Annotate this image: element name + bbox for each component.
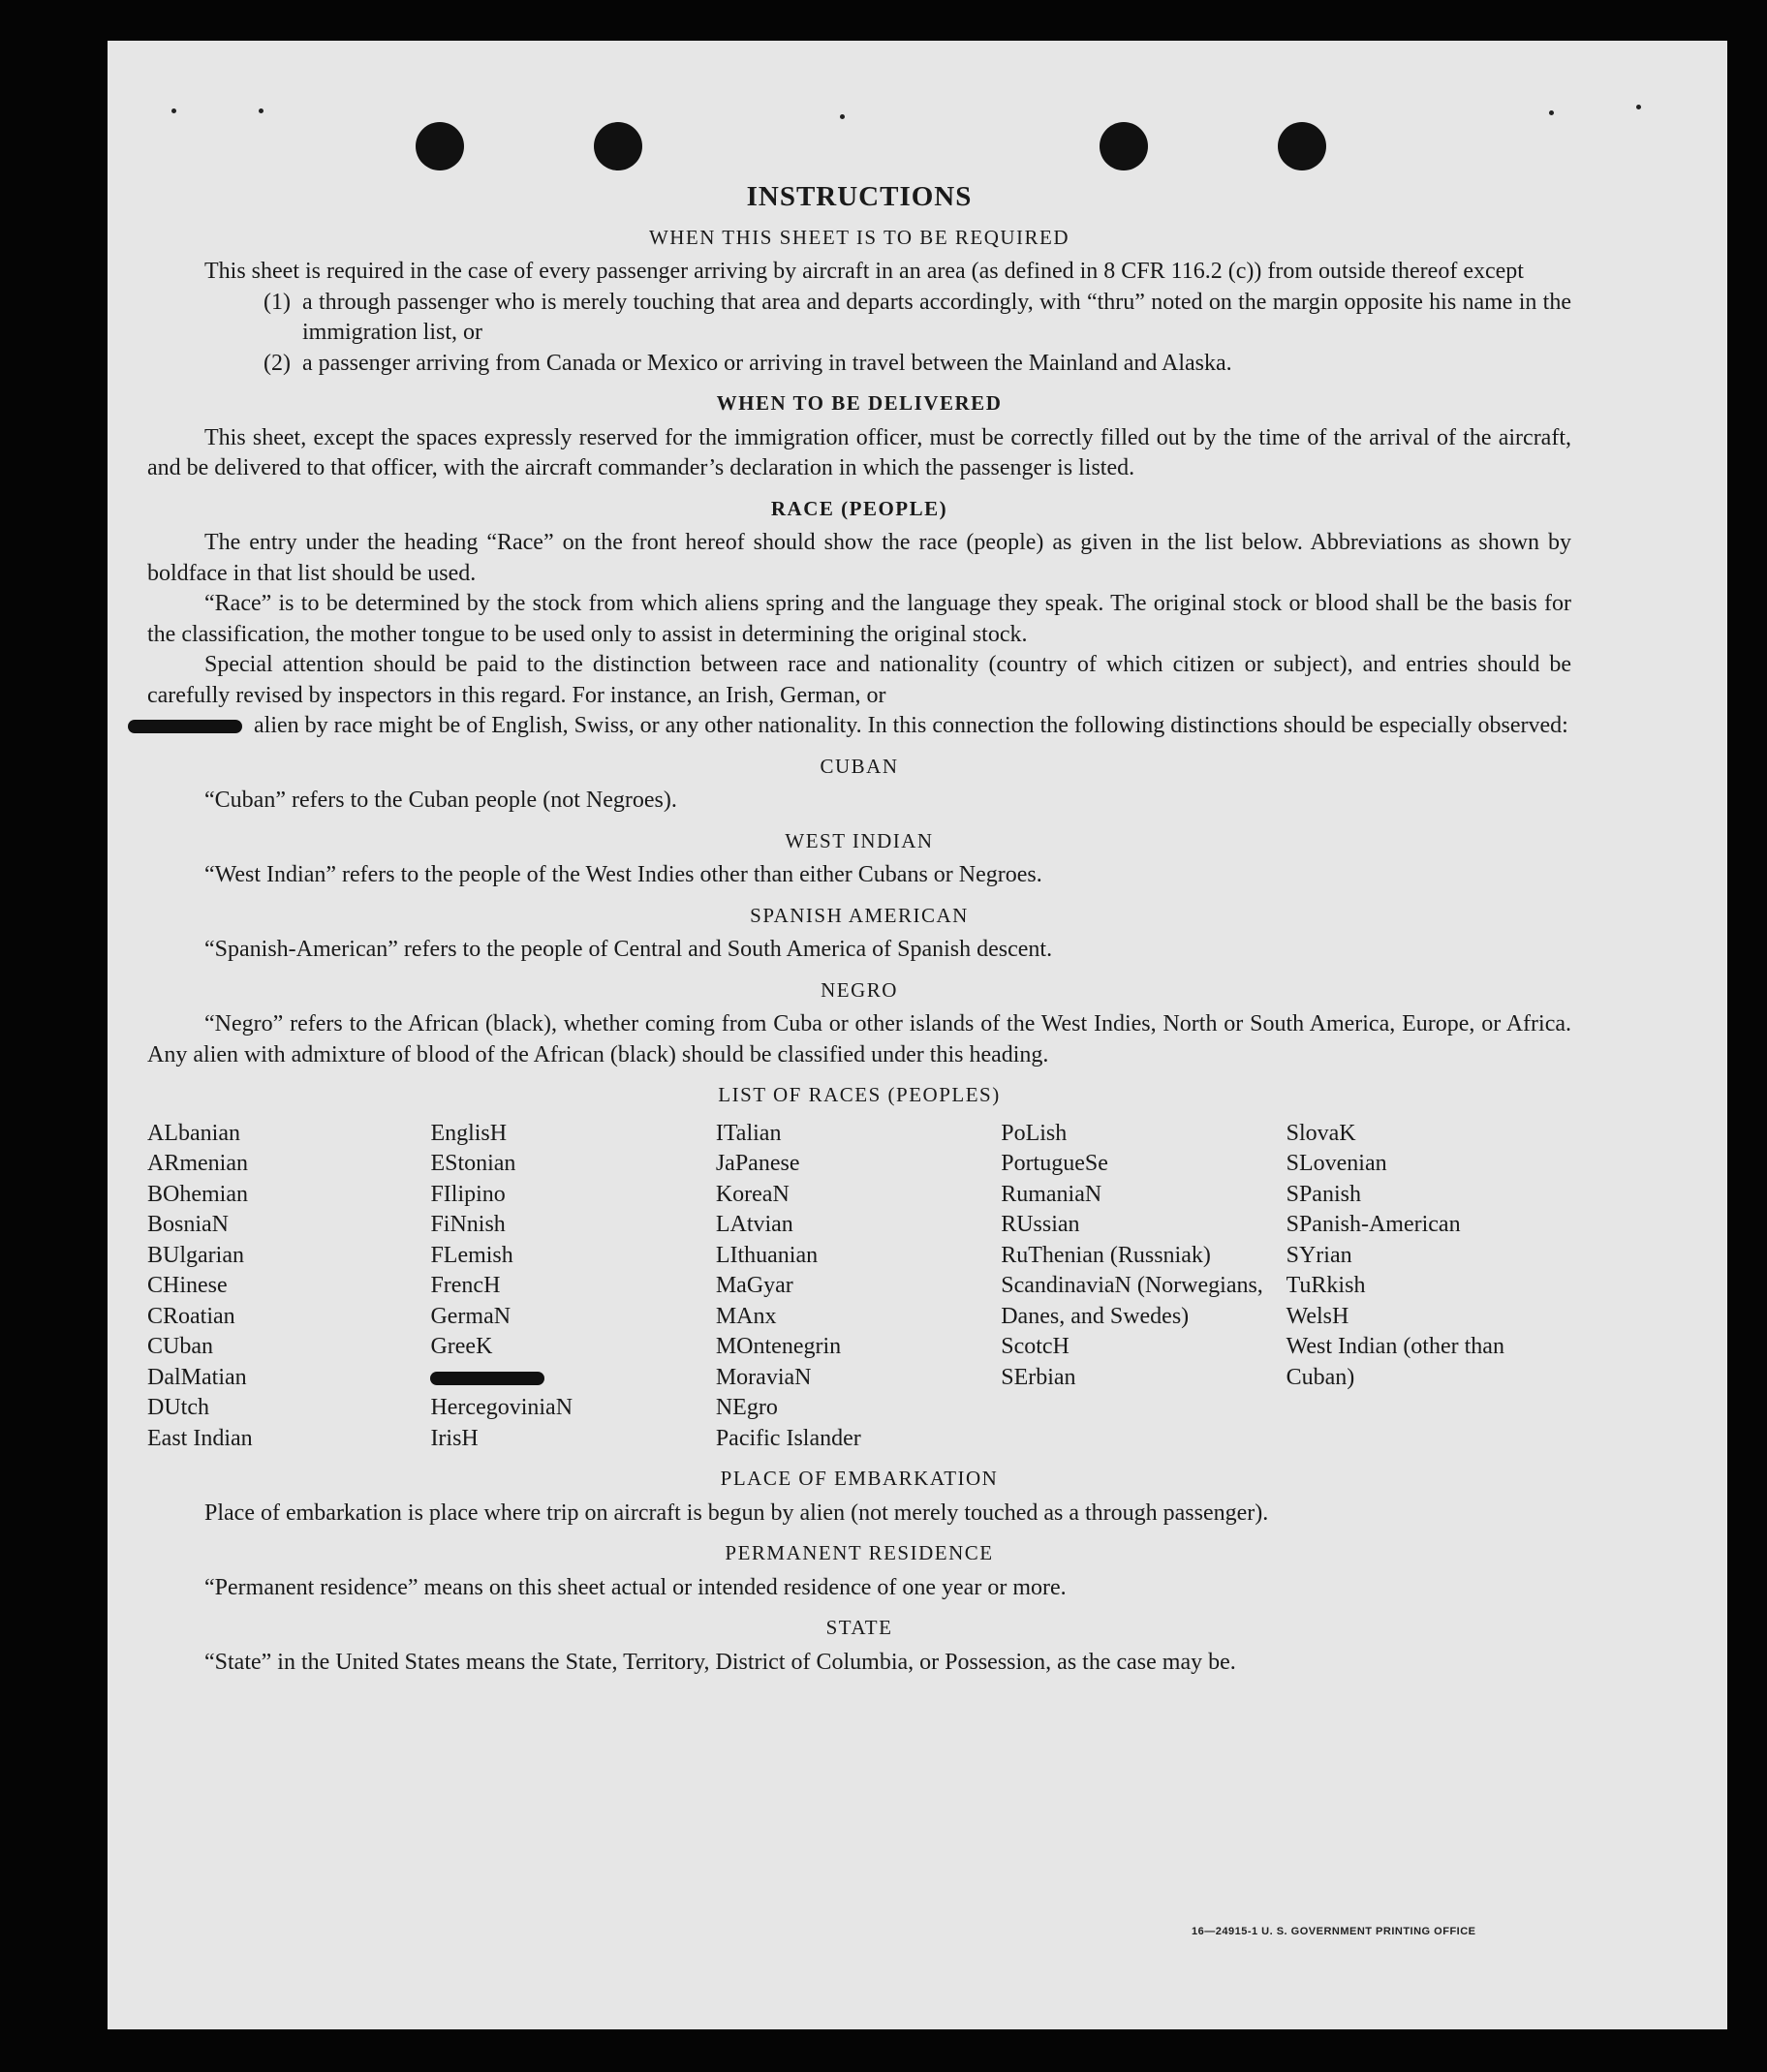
page-speck [259,108,264,113]
clause-text: a through passenger who is merely touching that area and departs accordingly, with “thru” noted on the margin opposite his name in the immigration list, or [302,289,1571,345]
race-item: SYrian [1286,1242,1352,1268]
state-text: “State” in the United States means the State, Territory, District of Columbia, or Possession, as the case may be. [204,1649,1236,1675]
section-heading-west-indian: WEST INDIAN [785,828,934,852]
race-item: Pacific Islander [715,1425,861,1451]
section-heading-state: STATE [825,1616,893,1639]
clause-number: (2) [264,350,291,376]
race-item: CRoatian [147,1303,235,1329]
race-item: CUban [147,1334,213,1359]
race-item: SLovenian [1286,1151,1387,1176]
race-item: BUlgarian [147,1242,244,1268]
embarkation-text: Place of embarkation is place where trip on aircraft is begun by alien (not merely touched as a through passenger). [204,1500,1269,1526]
required-intro: This sheet is required in the case of every passenger arriving by aircraft in an area (as defined in 8 CFR 116.2 (c)) from outside thereof except [204,259,1524,284]
clause-text: a passenger arriving from Canada or Mexico or arriving in travel between the Mainland and Alaska. [302,350,1232,376]
race-item: JaPanese [715,1151,800,1176]
race-item: PoLish [1001,1120,1068,1146]
required-clause [147,288,1571,349]
instructions-content [147,163,1571,1678]
section-heading-cuban: CUBAN [820,754,899,778]
race-paragraph [147,650,1571,742]
delivered-text: This sheet, except the spaces expressly reserved for the immigration officer, must be correctly filled out by the time of the arrival of the aircraft, and be delivered to that officer, with the aircraft commander’s declaration in which the passenger is listed. [147,424,1571,480]
race-item: PortugueSe [1001,1151,1108,1176]
race-paragraph: “Race” is to be determined by the stock from which aliens spring and the language they speak. The original stock or blood shall be the basis for the classification, the mother tongue to be used only to assist in determining the original stock. [147,591,1571,647]
race-item: FIlipino [430,1181,506,1207]
page-speck [1636,105,1641,109]
redaction-mark [430,1372,544,1385]
race-item: WelsH [1286,1303,1349,1329]
redaction-mark [128,720,242,733]
race-item: MAnx [715,1303,777,1329]
race-item: SPanish [1286,1181,1361,1207]
race-item: EnglisH [430,1120,508,1146]
printer-imprint: 16—24915-1 U. S. GOVERNMENT PRINTING OFFICE [1192,1926,1476,1937]
race-item: NEgro [715,1395,778,1420]
race-column [1001,1119,1286,1455]
race-item: SlovaK [1286,1120,1356,1146]
race-item: FiNnish [430,1212,506,1237]
race-column [147,1119,430,1455]
race-column [430,1119,715,1455]
race-item: BosniaN [147,1212,229,1237]
race-item: RumaniaN [1001,1181,1102,1207]
race-item: EStonian [430,1151,516,1176]
required-clause [147,349,1571,380]
spanish-american-text: “Spanish-American” refers to the people of Central and South America of Spanish descent. [204,937,1053,962]
page-title: INSTRUCTIONS [746,181,973,212]
section-heading-residence: PERMANENT RESIDENCE [725,1541,994,1564]
race-item: GermaN [430,1303,512,1329]
race-item: ScandinaviaN (Norwegians, Danes, and Swedes) [1001,1273,1263,1329]
section-heading-negro: NEGRO [821,977,898,1002]
section-heading-embarkation: PLACE OF EMBARKATION [720,1467,999,1490]
race-item: FrencH [430,1273,501,1298]
page-speck [1549,110,1554,115]
race-item: GreeK [430,1334,493,1359]
race-item: IrisH [430,1425,479,1451]
race-item: FLemish [430,1242,513,1268]
west-indian-text: “West Indian” refers to the people of the West Indies other than either Cubans or Negroes. [204,862,1042,887]
race-item: SErbian [1001,1364,1076,1390]
race-item: CHinese [147,1273,228,1298]
residence-text: “Permanent residence” means on this sheet actual or intended residence of one year or more. [204,1574,1067,1600]
race-item: MoraviaN [715,1364,812,1390]
race-item: ITalian [715,1120,782,1146]
section-heading-delivered: WHEN TO BE DELIVERED [716,391,1003,415]
race-item: DUtch [147,1395,209,1420]
page-speck [171,108,176,113]
race-item: BOhemian [147,1181,248,1207]
race-item: LAtvian [715,1212,793,1237]
race-item: LIthuanian [715,1242,819,1268]
race-item-redacted [430,1363,715,1394]
race-paragraph-part: alien by race might be of English, Swiss, or any other nationality. In this connection the following distinctions should be especially observed: [254,713,1568,738]
clause-number: (1) [264,289,291,315]
negro-text: “Negro” refers to the African (black), whether coming from Cuba or other islands of the West Indies, North or South America, Europe, or Africa. Any alien with admixture of blood of the African (black) should be classified under this heading. [147,1011,1571,1067]
section-heading-list: LIST OF RACES (PEOPLES) [718,1083,1001,1106]
race-item: RUssian [1001,1212,1080,1237]
page-speck [840,114,845,119]
race-paragraph: The entry under the heading “Race” on the front hereof should show the race (people) as given in the list below. Abbreviations as shown by boldface in that list should be used. [147,530,1571,586]
race-paragraph-part: Special attention should be paid to the distinction between race and nationality (country of which citizen or subject), and entries should be carefully revised by inspectors in this regard. For instance, an Irish, German, or [147,652,1571,708]
race-item: West Indian (other than Cuban) [1286,1334,1504,1390]
race-item: TuRkish [1286,1273,1366,1298]
race-item: MOntenegrin [715,1334,842,1359]
race-item: ARmenian [147,1151,248,1176]
race-item: ALbanian [147,1120,240,1146]
race-item: HercegoviniaN [430,1395,574,1420]
section-heading-required: WHEN THIS SHEET IS TO BE REQUIRED [648,225,1070,249]
race-item: SPanish-American [1286,1212,1461,1237]
race-column [1286,1119,1571,1455]
race-item: ScotcH [1001,1334,1070,1359]
race-list [147,1119,1571,1455]
race-item: DalMatian [147,1364,247,1390]
race-column [716,1119,1001,1455]
race-item: MaGyar [715,1273,793,1298]
instruction-sheet [108,41,1727,2029]
race-item: KoreaN [715,1181,790,1207]
cuban-text: “Cuban” refers to the Cuban people (not Negroes). [204,788,677,813]
race-item: East Indian [147,1425,253,1451]
section-heading-spanish-american: SPANISH AMERICAN [750,903,969,927]
race-item: RuThenian (Russniak) [1001,1242,1211,1268]
section-heading-race: RACE (PEOPLE) [770,496,948,520]
